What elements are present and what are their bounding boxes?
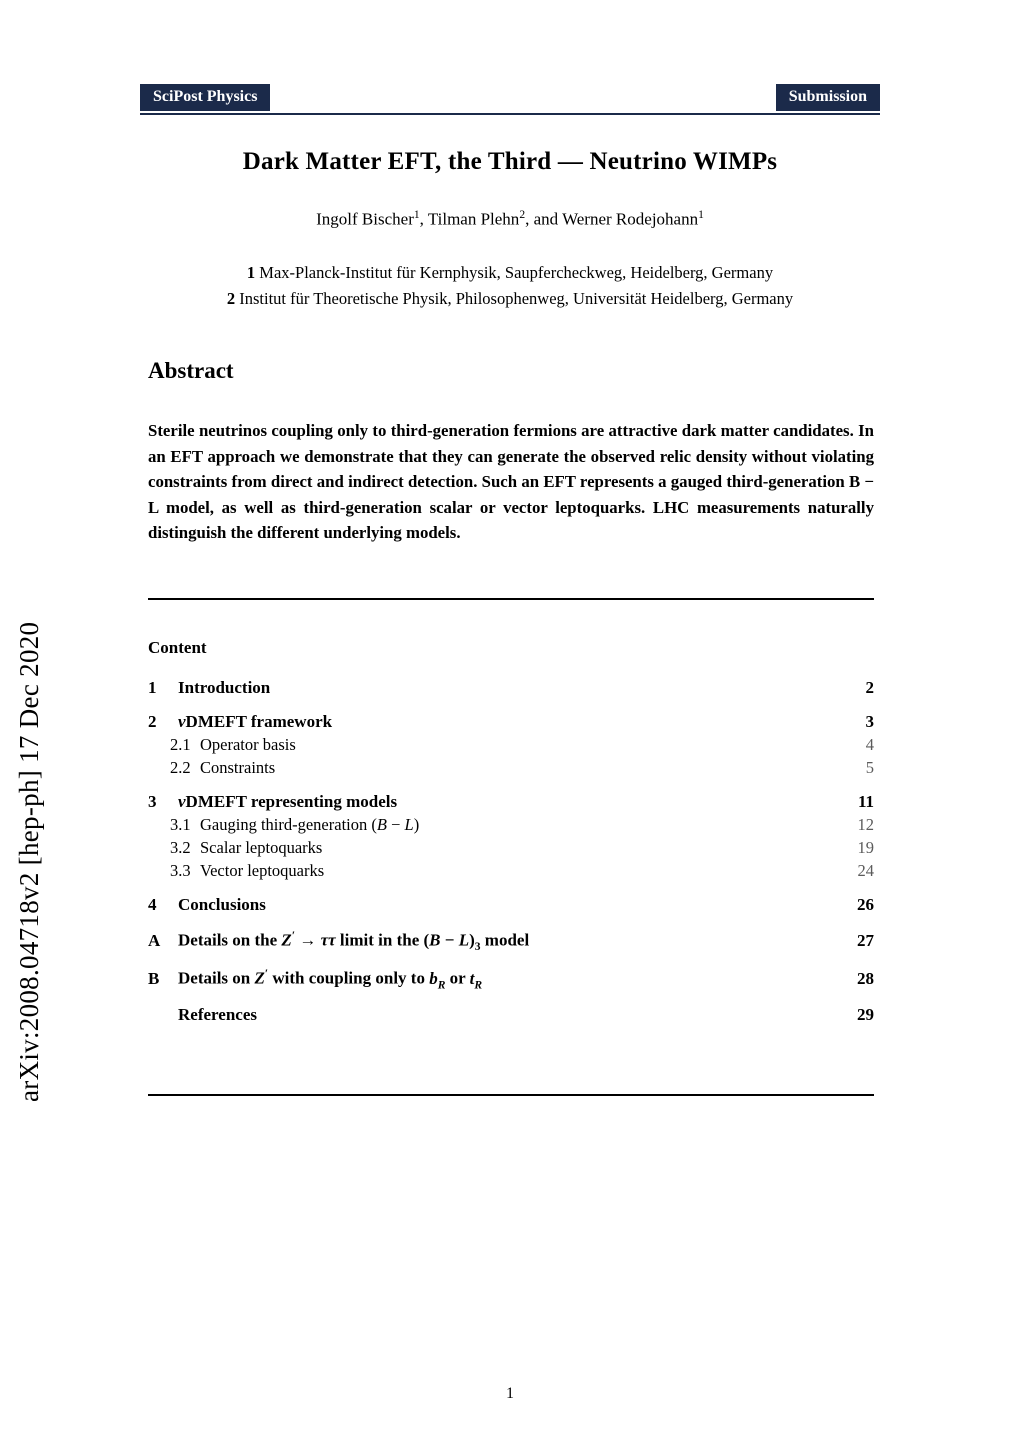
arxiv-stamp-text: arXiv:2008.04718v2 [hep-ph] 17 Dec 2020 <box>13 621 44 1102</box>
toc-entry-page: 2 <box>865 678 874 697</box>
toc-entry[interactable] <box>148 1005 874 1025</box>
toc-entry-label: Details on the Z′ → ττ limit in the $(B - L)_3$ model <box>178 929 530 954</box>
toc-entry-page: 19 <box>857 838 874 857</box>
toc-entry-page: 5 <box>865 758 874 777</box>
toc-entry-number: 2 <box>148 712 157 731</box>
toc-entry[interactable] <box>148 792 874 812</box>
toc-entry[interactable] <box>148 815 874 835</box>
toc-entry-number: 2.2 <box>170 758 191 777</box>
toc-entry-label: Constraints <box>200 758 276 777</box>
toc-entry-number: 1 <box>148 678 157 697</box>
author-list: Ingolf Bischer$^1$, Tilman Plehn$^2$, and Werner Rodejohann$^1$ <box>316 208 704 229</box>
toc-entry-number: 2.1 <box>170 735 191 754</box>
toc-entry-label: Details on Z′ with coupling only to $b_R$ or $t_R$ <box>178 967 483 992</box>
abstract-text: Sterile neutrinos coupling only to third-generation fermions are attractive dark matter candidates. In an EFT approach we demonstrate that they can generate the observed relic density without violating constraints from direct and indirect detection. Such an EFT represents a gauged third-generation B − L model, as well as third-generation scalar or vector leptoquarks. LHC measurements naturally distinguish the different underlying models. <box>148 421 874 543</box>
arxiv-stamp <box>0 0 58 1442</box>
toc-entry-page: 3 <box>865 712 874 731</box>
toc-entry-page: 11 <box>857 792 874 811</box>
toc-entry[interactable] <box>148 758 874 778</box>
toc-entry[interactable] <box>148 929 874 953</box>
toc-entry-page: 29 <box>857 1005 874 1025</box>
toc-entry[interactable] <box>148 861 874 881</box>
toc-entry-page: 4 <box>865 735 874 754</box>
abstract-heading: Abstract <box>148 358 234 383</box>
toc-entry-number: B <box>148 968 160 988</box>
toc-entry-number: 3.2 <box>170 838 191 857</box>
toc-entry-label: Gauging third-generation (B − L) <box>200 815 420 834</box>
toc-entry-number: 4 <box>148 895 157 914</box>
toc-entry[interactable] <box>148 678 874 698</box>
toc-entry-number: A <box>148 930 161 950</box>
toc-entry[interactable] <box>148 895 874 915</box>
journal-name-badge: SciPost Physics <box>140 84 270 111</box>
toc-entry-label: Conclusions <box>178 895 266 914</box>
toc-entry[interactable] <box>148 967 874 991</box>
toc-entry-page: 28 <box>857 968 874 988</box>
toc-entry-number: 3.1 <box>170 815 191 834</box>
toc-entry-number: 3 <box>148 792 157 811</box>
content-heading: Content <box>148 638 207 657</box>
page-title: Dark Matter EFT, the Third — Neutrino WIMPs <box>242 148 778 175</box>
toc-entry-label: Vector leptoquarks <box>200 861 325 880</box>
toc-entry-label: Scalar leptoquarks <box>200 838 323 857</box>
paper-page <box>140 0 880 1442</box>
toc-entry-page: 26 <box>857 895 874 914</box>
toc-entry[interactable] <box>148 838 874 858</box>
toc-entry[interactable] <box>148 735 874 755</box>
affiliation-line: 2 Institut für Theoretische Physik, Philosophenweg, Universität Heidelberg, Germany <box>226 288 794 308</box>
submission-status-badge: Submission <box>776 84 880 111</box>
toc-entry[interactable] <box>148 712 874 732</box>
divider-above-content <box>148 598 874 600</box>
toc-entry-label: Operator basis <box>200 735 296 754</box>
toc-entry-number: 3.3 <box>170 861 191 880</box>
table-of-contents <box>148 678 874 1025</box>
toc-entry-label: Introduction <box>178 678 271 697</box>
toc-entry-page: 12 <box>857 815 874 834</box>
toc-entry-label: νDMEFT representing models <box>178 792 398 811</box>
header-divider <box>140 113 880 115</box>
toc-entry-page: 24 <box>857 861 874 880</box>
journal-header <box>140 84 880 114</box>
divider-below-content <box>148 1094 874 1096</box>
toc-entry-page: 27 <box>857 930 874 950</box>
toc-entry-label: νDMEFT framework <box>178 712 333 731</box>
affiliation-line: 1 Max-Planck-Institut für Kernphysik, Saupfercheckweg, Heidelberg, Germany <box>246 263 774 282</box>
toc-entry-label: References <box>178 1005 257 1025</box>
affiliation-list <box>140 260 880 311</box>
page-number: 1 <box>506 1385 514 1402</box>
